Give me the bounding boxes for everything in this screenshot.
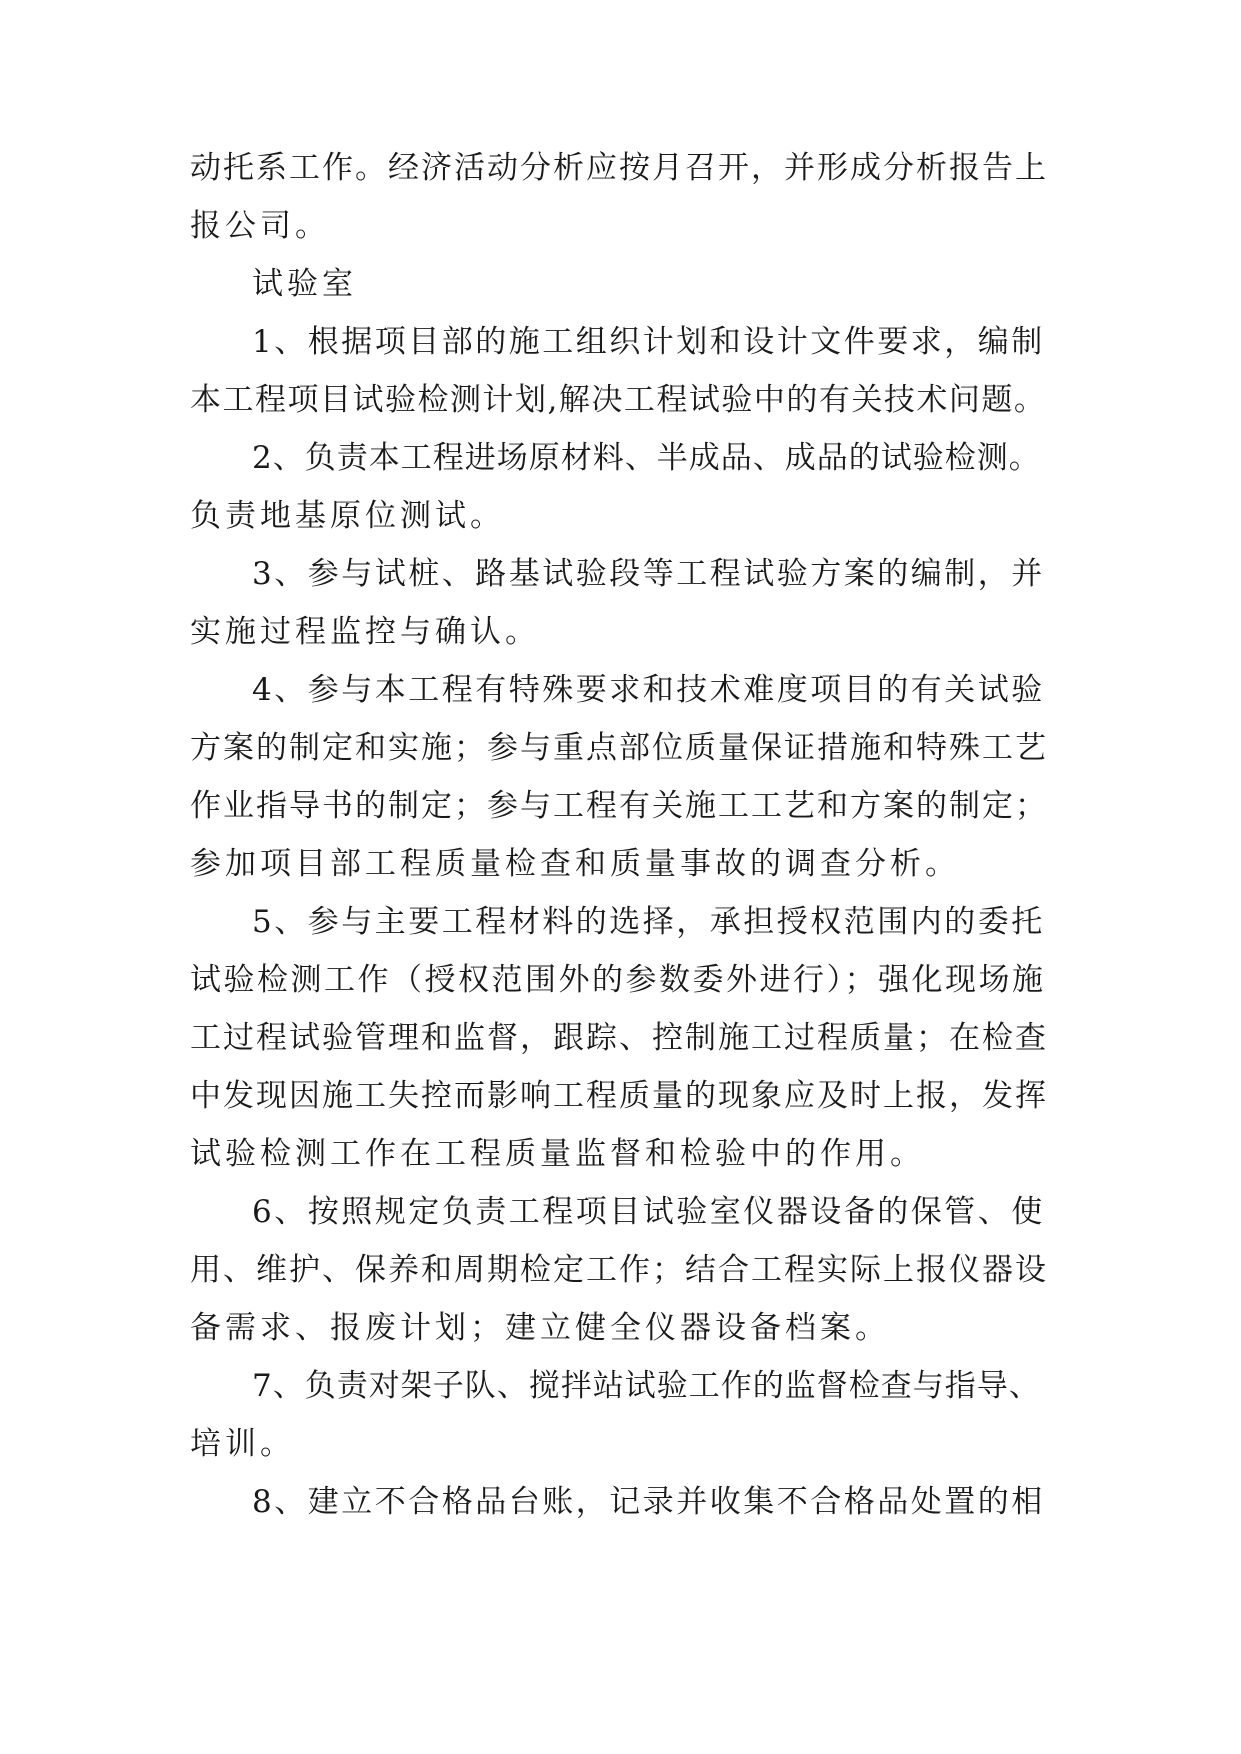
text-line: 2、负责本工程进场原材料、半成品、成品的试验检测。 [252,440,1041,476]
text-line: 培训。 [190,1426,295,1462]
text-line: 4、参与本工程有特殊要求和技术难度项目的有关试验 [252,672,1045,708]
text-line: 试验检测工作（授权范围外的参数委外进行）；强化现场施 [190,962,1046,998]
text-line: 方案的制定和实施；参与重点部位质量保证措施和特殊工艺 [190,730,1048,766]
text-line: 报公司。 [190,208,330,244]
text-line: 中发现因施工失控而影响工程质量的现象应及时上报，发挥 [190,1078,1048,1114]
text-line: 负责地基原位测试。 [190,498,505,534]
text-line: 1、根据项目部的施工组织计划和设计文件要求，编制 [252,324,1045,360]
text-line: 动托系工作。经济活动分析应按月召开，并形成分析报告上 [190,150,1048,186]
section-heading: 试验室 [252,266,357,302]
text-line: 5、参与主要工程材料的选择，承担授权范围内的委托 [252,904,1045,940]
text-line: 3、参与试桩、路基试验段等工程试验方案的编制，并 [252,556,1045,592]
text-line: 作业指导书的制定；参与工程有关施工工艺和方案的制定； [190,788,1048,824]
text-line: 6、按照规定负责工程项目试验室仪器设备的保管、使 [252,1194,1045,1230]
text-line: 7、负责对架子队、搅拌站试验工作的监督检查与指导、 [252,1368,1041,1404]
text-line: 备需求、报废计划；建立健全仪器设备档案。 [190,1310,890,1346]
text-line: 参加项目部工程质量检查和质量事故的调查分析。 [190,846,960,882]
text-line: 试验检测工作在工程质量监督和检验中的作用。 [190,1136,925,1172]
text-line: 工过程试验管理和监督，跟踪、控制施工过程质量；在检查 [190,1020,1048,1056]
text-line: 本工程项目试验检测计划,解决工程试验中的有关技术问题。 [190,382,1047,418]
text-line: 8、建立不合格品台账，记录并收集不合格品处置的相 [252,1484,1045,1520]
text-line: 实施过程监控与确认。 [190,614,540,650]
text-line: 用、维护、保养和周期检定工作；结合工程实际上报仪器设 [190,1252,1048,1288]
